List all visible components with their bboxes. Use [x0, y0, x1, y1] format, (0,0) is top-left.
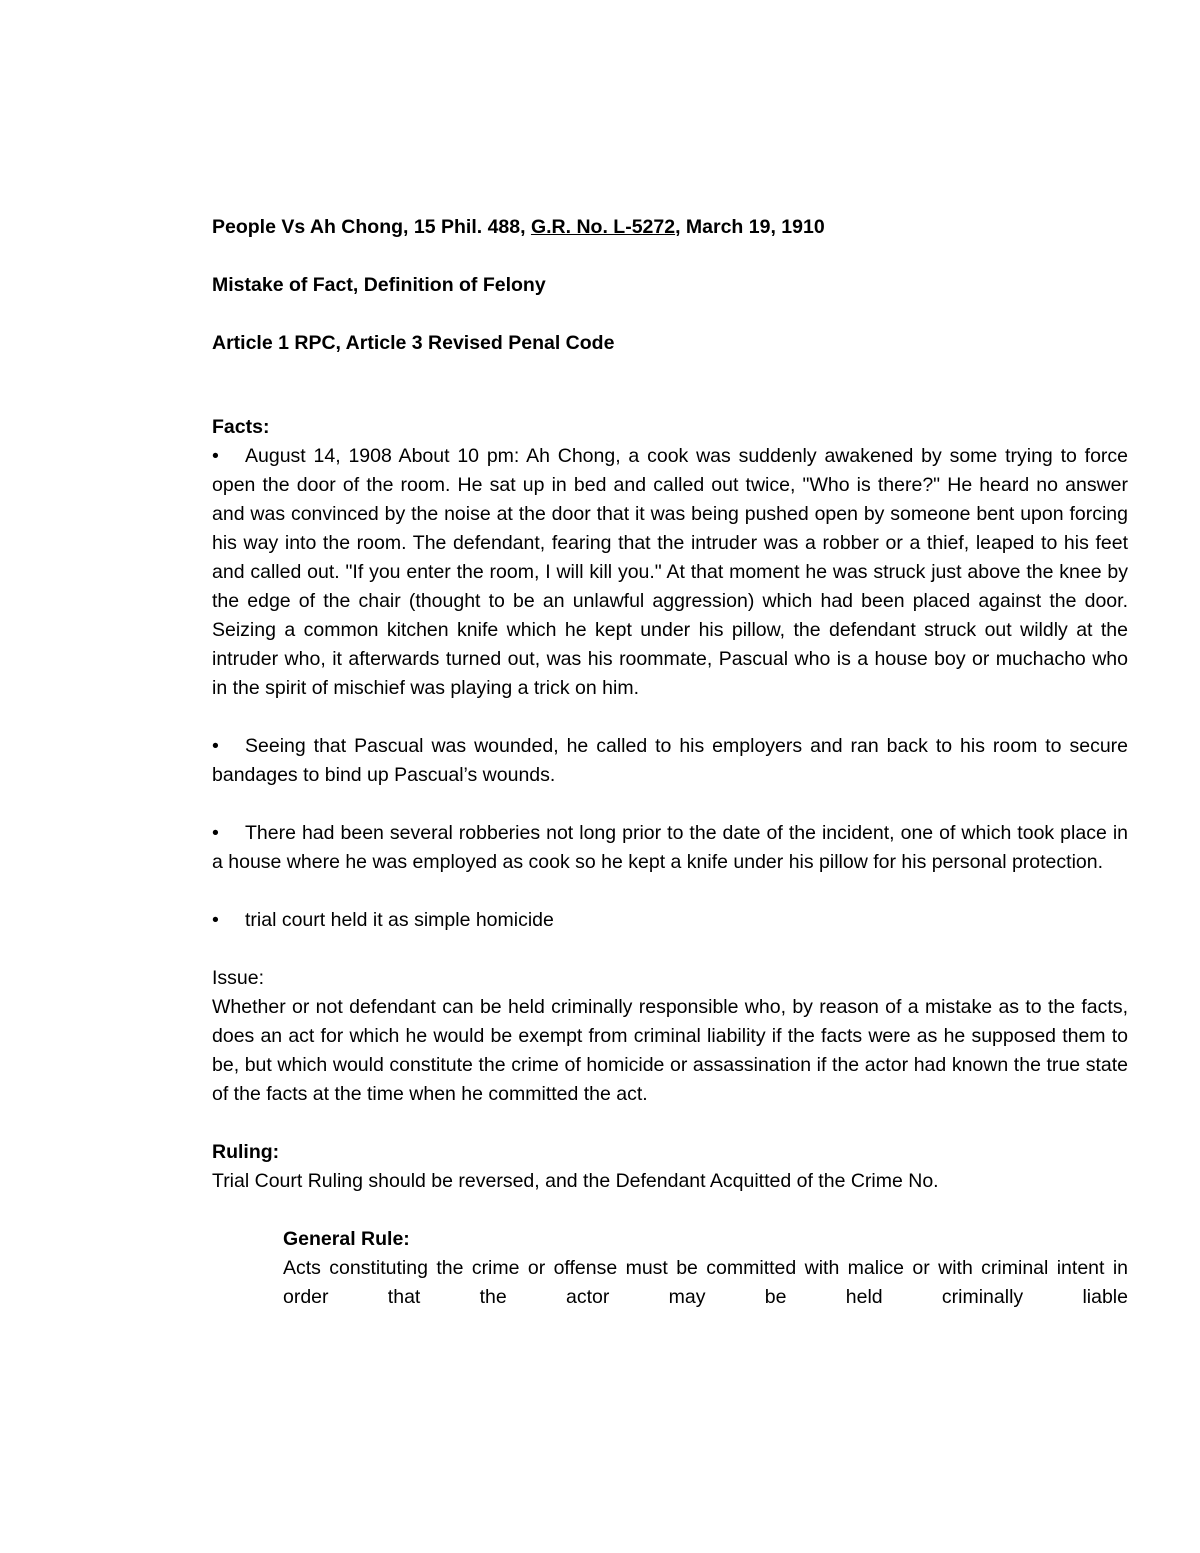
issue-text: Whether or not defendant can be held criminally responsible who, by reason of a mistake as to the facts, does an act for which he would be exempt from criminal liability if the facts were as he supposed them to be, but which would constitute the crime of homicide or assassination if the actor had known the true state of the facts at the time when he committed the act.	[212, 996, 1128, 1105]
case-topic: Mistake of Fact, Definition of Felony	[212, 274, 546, 296]
ruling-heading: Ruling:	[212, 1141, 280, 1163]
bullet-icon: •	[212, 735, 219, 757]
facts-item-text: August 14, 1908 About 10 pm: Ah Chong, a cook was suddenly awakened by some trying to force open the door of the room. He sat up in bed and called out twice, "Who is there?" He heard no answer and was convinced by the noise at the door that it was being pushed open by someone bent upon forcing his way into the room. The defendant, fearing that the intruder was a robber or a thief, leaped to his feet and called out. "If you enter the room, I will kill you." At that moment he was struck just above the knee by the edge of the chair (thought to be an unlawful aggression) which had been placed against the door. Seizing a common kitchen knife which he kept under his pillow, the defendant struck out wildly at the intruder who, it afterwards turned out, was his roommate, Pascual who is a house boy or muchacho who in the spirit of mischief was playing a trick on him.	[212, 445, 1128, 699]
facts-item-2	[212, 732, 1128, 790]
facts-item-text: Seeing that Pascual was wounded, he called to his employers and ran back to his room to secure bandages to bind up Pascual’s wounds.	[212, 735, 1128, 786]
bullet-icon: •	[212, 445, 219, 467]
general-rule-heading: General Rule:	[283, 1228, 410, 1250]
facts-heading: Facts:	[212, 416, 270, 438]
case-articles: Article 1 RPC, Article 3 Revised Penal Code	[212, 332, 615, 354]
facts-item-text: There had been several robberies not long prior to the date of the incident, one of which took place in a house where he was employed as cook so he kept a knife under his pillow for his personal protection.	[212, 822, 1128, 873]
case-title-suffix: , March 19, 1910	[675, 216, 825, 238]
case-title	[212, 213, 1128, 242]
facts-item-4	[212, 906, 1128, 935]
facts-item-3	[212, 819, 1128, 877]
document-page	[212, 213, 1128, 1312]
bullet-icon: •	[212, 822, 219, 844]
facts-item-1	[212, 442, 1128, 703]
general-rule-text: Acts constituting the crime or offense must be committed with malice or with criminal intent in order that the actor may be held criminally liable	[283, 1257, 1128, 1308]
gr-number-link[interactable]: G.R. No. L-5272	[530, 216, 676, 238]
bullet-icon: •	[212, 909, 219, 931]
ruling-text: Trial Court Ruling should be reversed, and the Defendant Acquitted of the Crime No.	[212, 1170, 939, 1192]
case-title-prefix: People Vs Ah Chong, 15 Phil. 488,	[212, 216, 531, 238]
general-rule-block	[283, 1225, 1128, 1312]
issue-heading: Issue:	[212, 967, 265, 989]
facts-item-text: trial court held it as simple homicide	[245, 909, 554, 931]
